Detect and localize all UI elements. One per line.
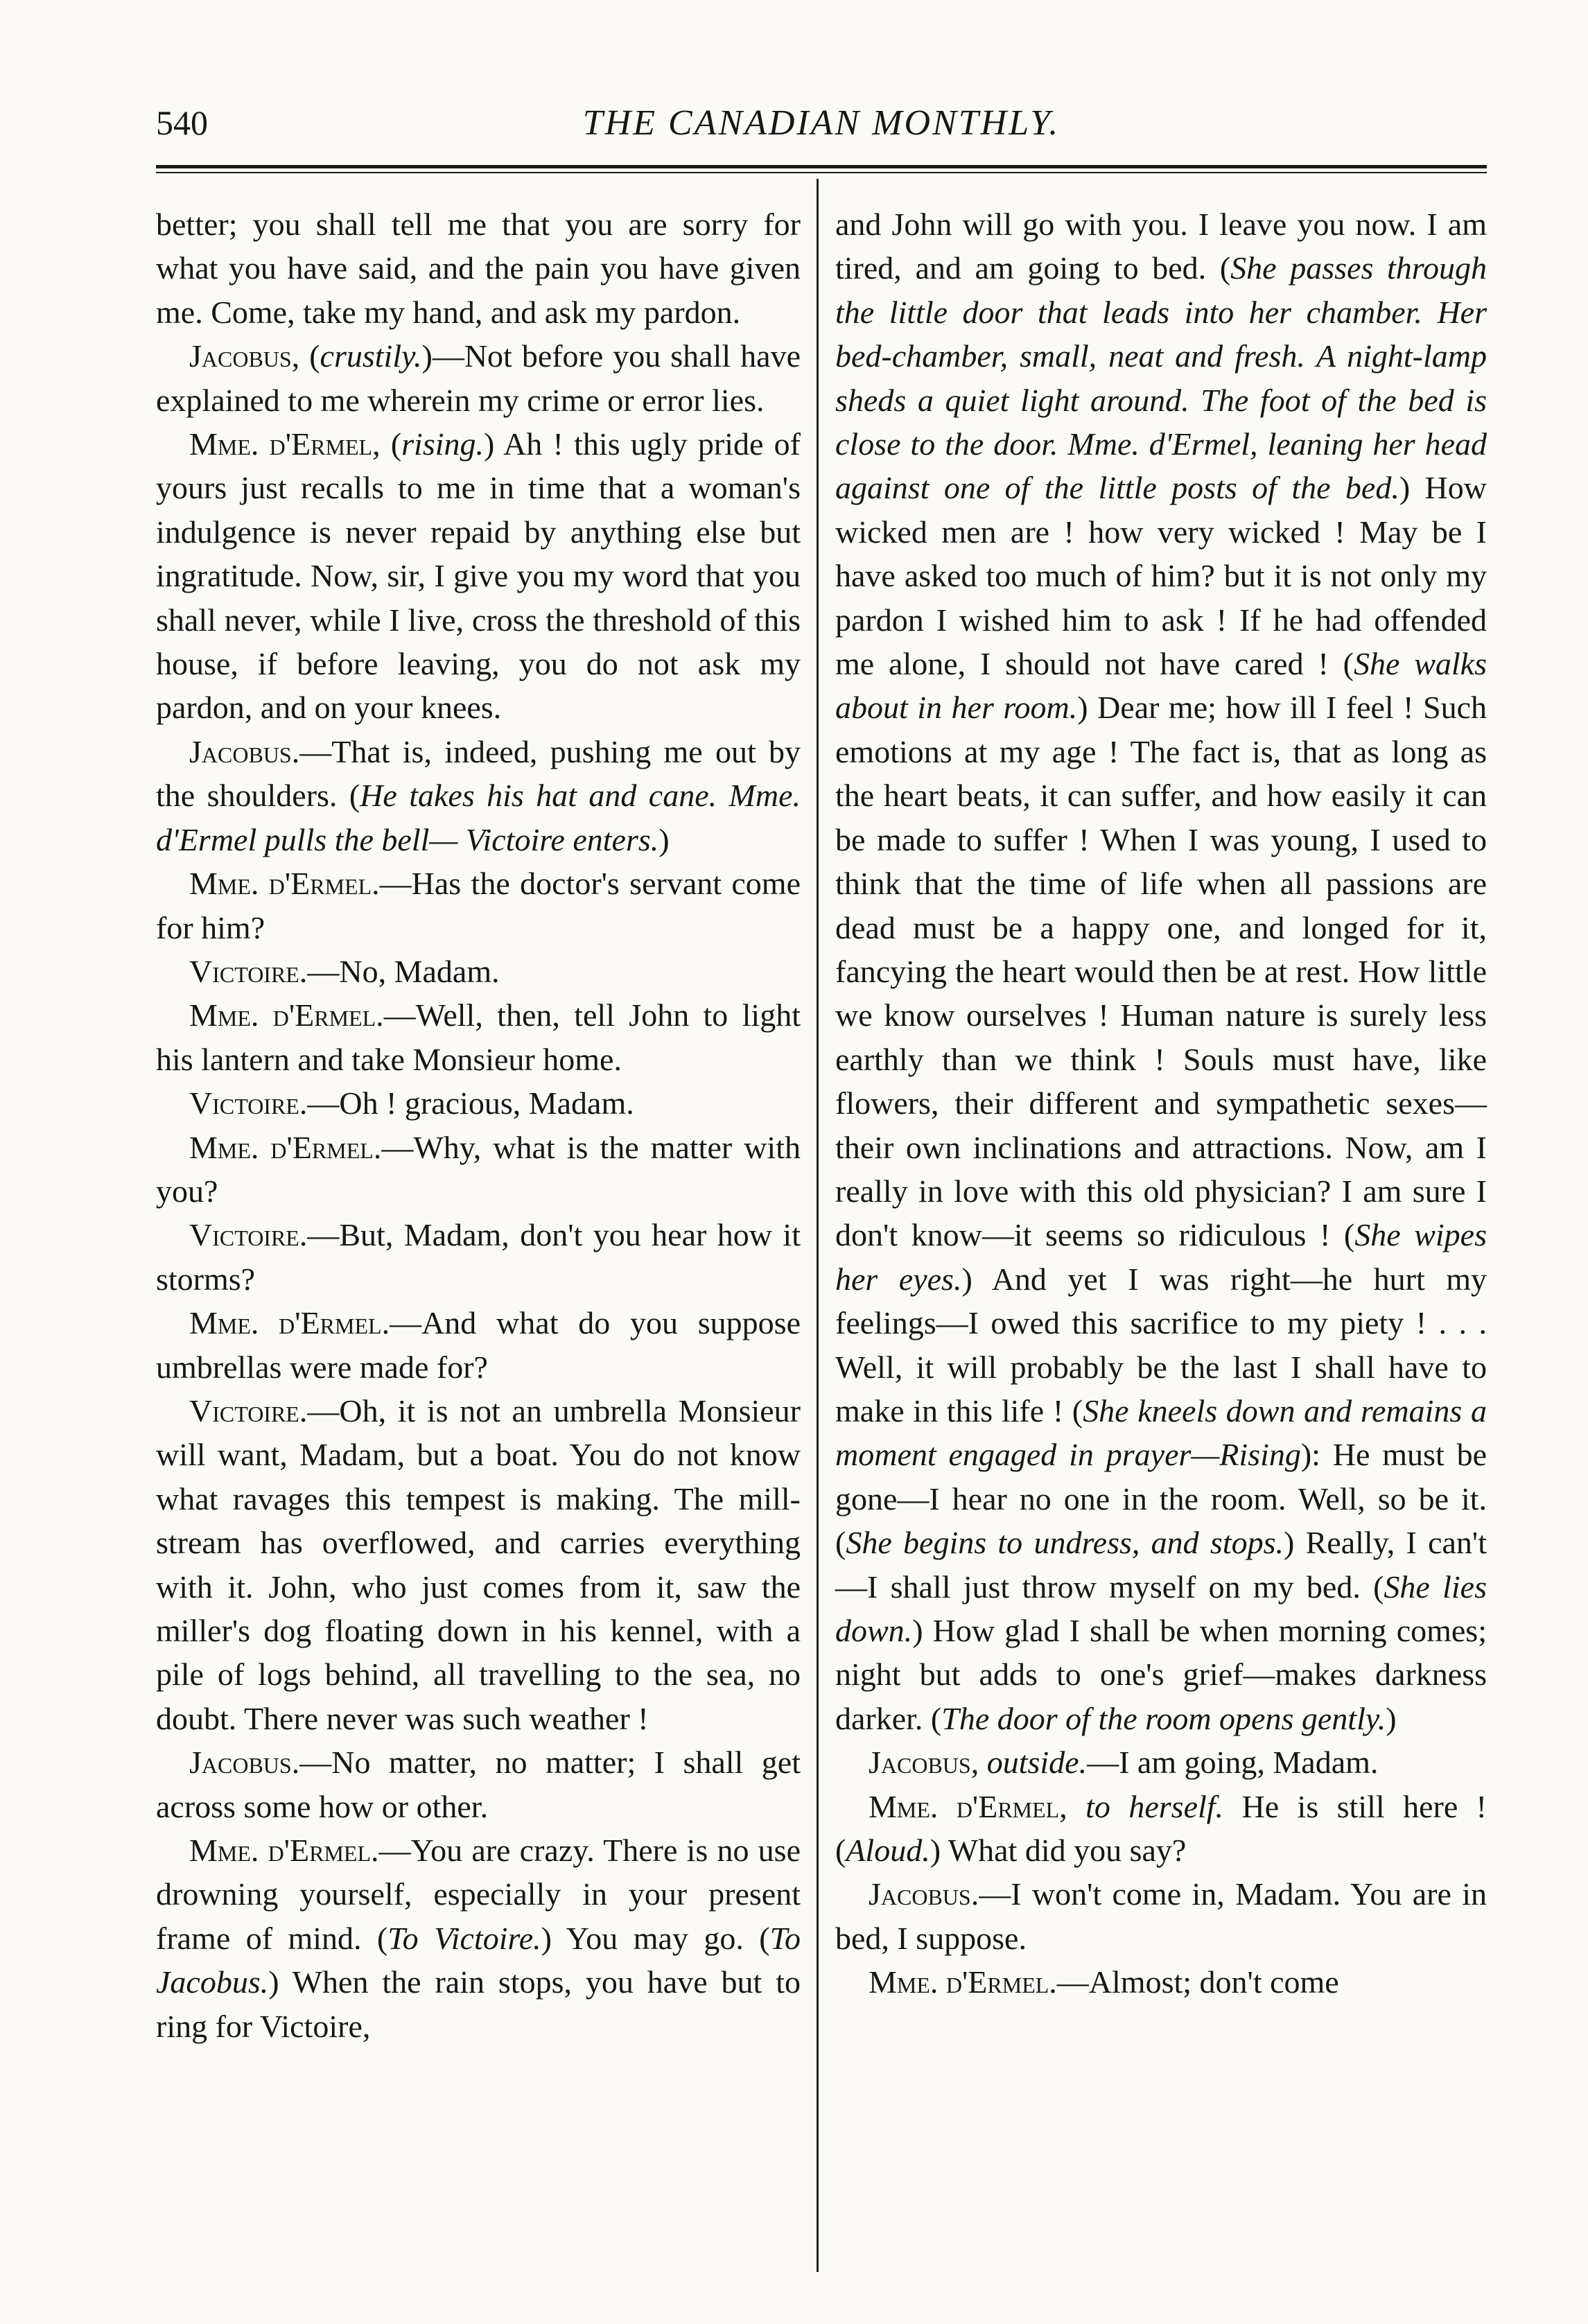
stage-direction: She walks about in her room. [835, 646, 1487, 726]
stage-direction: To Victoire. [387, 1920, 541, 1956]
text-run: and John will go with you. I leave you now. I am tired, and am going to bed. ( [835, 207, 1487, 286]
text-run: , ( [291, 338, 320, 374]
paragraph [156, 1301, 801, 1389]
stage-direction: The door of the room opens gently. [941, 1700, 1386, 1736]
speaker-name: Mme. d'Ermel [189, 997, 376, 1033]
text-run: .—You are crazy. There is no use drowning yourself, especially in your present frame of mind. ( [156, 1833, 801, 1956]
text-run: .—And what do you suppose umbrellas were made for? [156, 1305, 801, 1385]
stage-direction: She wipes her eyes. [835, 1217, 1487, 1297]
text-run: .—Almost; don't come [1049, 1964, 1339, 2000]
speaker-name: Mme. d'Ermel [869, 1788, 1060, 1824]
paragraph [156, 862, 801, 950]
running-header [156, 103, 1487, 158]
text-run: He is still here ! ( [835, 1788, 1487, 1869]
speaker-name: Jacobus [189, 338, 292, 374]
speaker-name: Victoire [189, 1392, 299, 1429]
text-run: , [970, 1745, 987, 1781]
paragraph [156, 334, 801, 422]
text-run: .—No, Madam. [299, 953, 500, 989]
paragraph [156, 993, 801, 1081]
stage-direction: She lies down. [835, 1569, 1487, 1648]
right-column [835, 202, 1487, 2004]
stage-direction: To Jacobus. [156, 1920, 801, 2000]
paragraph [835, 1785, 1487, 1873]
speaker-name: Jacobus [189, 1745, 292, 1781]
stage-direction: rising. [401, 426, 485, 462]
text-run: )—Not before you shall have explained to me wherein my crime or error lies. [156, 338, 801, 418]
header-rule-thin [156, 172, 1487, 173]
text-run: ) You may go. ( [541, 1920, 770, 1956]
text-run: .—I won't come in, Madam. You are in bed, I suppose. [835, 1876, 1487, 1956]
text-run: ) How glad I shall be when morning comes; night but adds to one's grief—makes darkness darker. ( [835, 1613, 1487, 1736]
paragraph [156, 1389, 801, 1740]
paragraph [156, 730, 801, 862]
paragraph [156, 422, 801, 730]
text-run: .—Has the doctor's servant come for him? [156, 866, 801, 945]
speaker-name: Victoire [189, 953, 299, 989]
text-run: .—Oh, it is not an umbrella Monsieur will want, Madam, but a boat. You do not know what ravages this tempest is making. The mill-stream has overflowed, and carries everything with it. John, who just comes from it, saw the miller's dog floating down in his kennel, with a pile of logs behind, all travelling to the sea, no doubt. There never was such weather ! [156, 1392, 801, 1736]
text-run: .—That is, indeed, pushing me out by the shoulders. ( [156, 733, 801, 814]
speaker-name: Jacobus [869, 1876, 971, 1912]
text-run: ) What did you say? [930, 1833, 1187, 1869]
speaker-name: Victoire [189, 1085, 299, 1121]
text-run: .—Oh ! gracious, Madam. [299, 1085, 634, 1121]
paragraph [156, 1081, 801, 1125]
running-title: THE CANADIAN MONTHLY. [582, 103, 1061, 143]
text-run: ) [658, 821, 670, 857]
speaker-name: Jacobus [869, 1745, 971, 1781]
speaker-name: Victoire [189, 1217, 299, 1253]
header-rule [156, 165, 1487, 168]
paragraph [835, 1740, 1487, 1784]
stage-direction: He takes his hat and cane. Mme. d'Ermel pulls the bell— Victoire enters. [156, 778, 801, 857]
paragraph [156, 1828, 801, 2048]
text-run: better; you shall tell me that you are sorry for what you have said, and the pain you have given me. Come, take my hand, and ask my pardon. [156, 207, 801, 330]
text-run: , [1059, 1788, 1086, 1824]
paragraph [156, 202, 801, 334]
stage-direction: crustily. [320, 338, 422, 374]
text-run: —I am going, Madam. [1087, 1745, 1379, 1781]
stage-direction: She begins to undress, and stops. [846, 1525, 1284, 1561]
paragraph [156, 950, 801, 993]
text-run: ) How wicked men are ! how very wicked ! May be I have asked too much of him? but it is not only my pardon I wished him to ask ! If he had offended me alone, I should not have cared ! ( [835, 470, 1487, 682]
speaker-name: Mme. d'Ermel [189, 1833, 371, 1869]
paragraph [835, 202, 1487, 1740]
left-column [156, 202, 801, 2048]
speaker-name: Mme. d'Ermel [189, 1129, 374, 1165]
stage-direction: She passes through the little door that leads into her chamber. Her bed-chamber, small, neat and fresh. A night-lamp sheds a quiet light around. The foot of the bed is close to the door. Mme. d'Ermel, leaning her head against one of the little posts of the bed. [835, 250, 1487, 506]
stage-direction: Aloud. [846, 1833, 930, 1869]
text-run: .—But, Madam, don't you hear how it storms? [156, 1217, 801, 1297]
stage-direction: outside. [986, 1745, 1088, 1781]
speaker-name: Mme. d'Ermel [189, 866, 372, 902]
text-run: .—Why, what is the matter with you? [156, 1129, 801, 1209]
paragraph [835, 1872, 1487, 1960]
text-run: ) Really, I can't—I shall just throw myself on my bed. ( [835, 1525, 1487, 1605]
column-divider [817, 179, 819, 2272]
stage-direction: She kneels down and remains a moment engaged in prayer—Rising [835, 1392, 1487, 1473]
speaker-name: Jacobus [189, 733, 292, 769]
speaker-name: Mme. d'Ermel [869, 1964, 1049, 2000]
text-run: ) Ah ! this ugly pride of yours just recalls to me in time that a woman's indulgence is never repaid by anything else but ingratitude. Now, sir, I give you my word that you shall never, while I live, cross the threshold of this house, if before leaving, you do not ask my pardon, and on your knees. [156, 426, 801, 726]
speaker-name: Mme. d'Ermel [189, 1305, 382, 1341]
text-run: ): He must be gone—I hear no one in the room. Well, so be it. ( [835, 1437, 1487, 1561]
text-run: .—Well, then, tell John to light his lantern and take Monsieur home. [156, 997, 801, 1077]
text-run: ) And yet I was right—he hurt my feelings—I owed this sacrifice to my piety ! . . . Well, it will probably be the last I shall have to make in this life ! ( [835, 1261, 1487, 1429]
paragraph [156, 1126, 801, 1214]
text-run: ) When the rain stops, you have but to ring for Victoire, [156, 1964, 801, 2044]
text-run: ) [1386, 1700, 1397, 1736]
page-number: 540 [156, 103, 208, 142]
paragraph [156, 1213, 801, 1301]
text-run: , ( [372, 426, 402, 462]
paragraph [835, 1960, 1487, 2004]
stage-direction: to herself. [1085, 1788, 1224, 1824]
text-run: .—No matter, no matter; I shall get across some how or other. [156, 1745, 801, 1824]
speaker-name: Mme. d'Ermel [189, 426, 373, 462]
text-run: ) Dear me; how ill I feel ! Such emotions at my age ! The fact is, that as long as the heart beats, it can suffer, and how easily it can be made to suffer ! When I was young, I used to think that the time of life when all passions are dead must be a happy one, and longed for it, fancying the heart would then be at rest. How little we know ourselves ! Human nature is surely less earthly than we think ! Souls must have, like flowers, their different and sympathetic sexes—their own inclinations and attractions. Now, am I really in love with this old physician? I am sure I don't know—it seems so ridiculous ! ( [835, 690, 1487, 1253]
paragraph [156, 1740, 801, 1828]
